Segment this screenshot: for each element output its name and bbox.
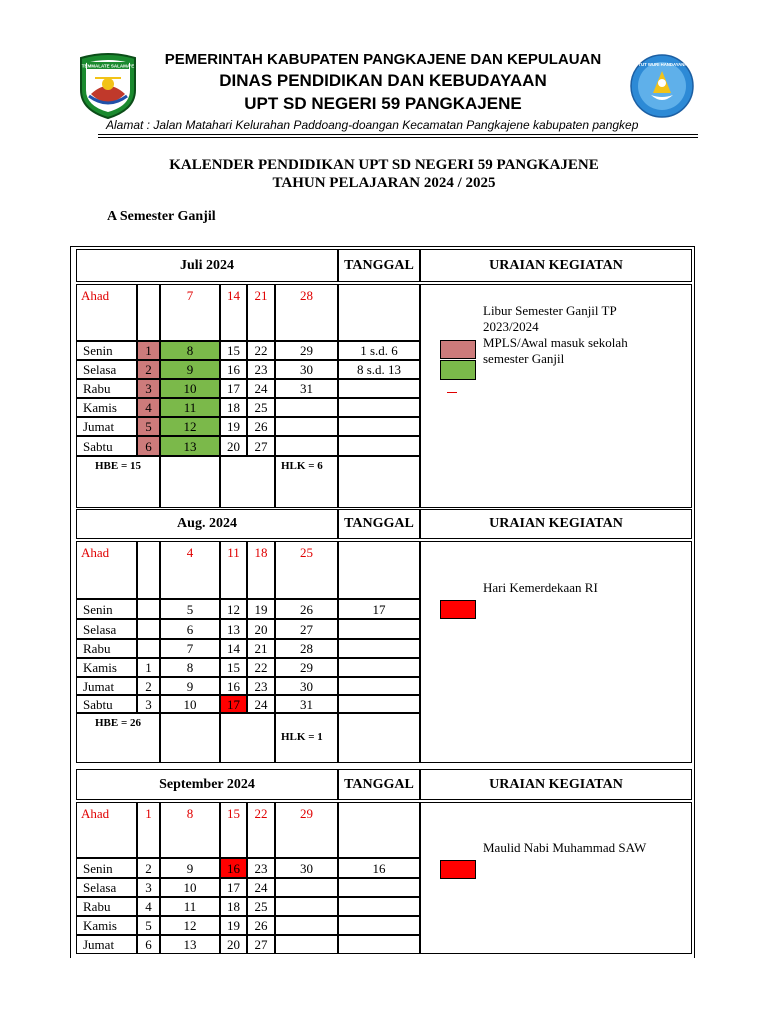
- hlk-summary: HLK = 6: [275, 456, 338, 508]
- day-label: Ahad: [76, 802, 137, 858]
- date-cell: 24: [247, 878, 275, 897]
- date-cell: 8: [160, 802, 220, 858]
- day-label: Selasa: [76, 619, 137, 639]
- uraian-header: URAIAN KEGIATAN: [420, 769, 692, 800]
- regency-emblem-icon: [77, 50, 139, 120]
- date-cell: 27: [275, 619, 338, 639]
- date-cell: 13: [160, 935, 220, 954]
- letterhead: [0, 0, 768, 140]
- tut-wuri-handayani-motto: TUT WURI HANDAYANI: [638, 62, 686, 67]
- tanggal-cell: 8 s.d. 13: [338, 360, 420, 379]
- date-cell: [137, 619, 160, 639]
- day-label: Kamis: [76, 916, 137, 935]
- date-cell: [275, 897, 338, 916]
- tanggal-cell: 17: [338, 599, 420, 619]
- date-cell: 30: [275, 360, 338, 379]
- date-cell: 22: [247, 658, 275, 677]
- tanggal-cell: [338, 658, 420, 677]
- month-title: September 2024: [76, 769, 338, 800]
- tanggal-cell: [338, 713, 420, 763]
- date-cell: [137, 284, 160, 341]
- footer-cell: [160, 713, 220, 763]
- date-cell: 15: [220, 341, 247, 360]
- date-cell: 16: [220, 858, 247, 878]
- kegiatan-note: MPLS/Awal masuk sekolah semester Ganjil: [483, 335, 628, 366]
- tanggal-header: TANGGAL: [338, 769, 420, 800]
- day-label: Sabtu: [76, 436, 137, 456]
- date-cell: 12: [160, 916, 220, 935]
- date-cell: [275, 916, 338, 935]
- date-cell: 22: [247, 341, 275, 360]
- date-cell: 10: [160, 878, 220, 897]
- date-cell: 15: [220, 802, 247, 858]
- date-cell: 7: [160, 284, 220, 341]
- document-title: KALENDER PENDIDIKAN UPT SD NEGERI 59 PANGKAJENE: [169, 157, 599, 173]
- date-cell: 20: [247, 619, 275, 639]
- date-cell: 31: [275, 379, 338, 398]
- legend-swatch-kemerdekaan: [440, 600, 476, 619]
- document-subtitle: TAHUN PELAJARAN 2024 / 2025: [272, 175, 496, 191]
- date-cell: 11: [160, 398, 220, 417]
- date-cell: [275, 935, 338, 954]
- day-label: Jumat: [76, 677, 137, 695]
- day-label: Kamis: [76, 398, 137, 417]
- date-cell: 25: [247, 398, 275, 417]
- tanggal-cell: 16: [338, 858, 420, 878]
- hlk-summary: HLK = 1: [275, 713, 338, 763]
- date-cell: 24: [247, 695, 275, 713]
- day-label: Rabu: [76, 639, 137, 658]
- date-cell: 6: [137, 935, 160, 954]
- date-cell: 27: [247, 436, 275, 456]
- day-label: Jumat: [76, 417, 137, 436]
- date-cell: 9: [160, 360, 220, 379]
- header-government: PEMERINTAH KABUPATEN PANGKAJENE DAN KEPULAUAN: [164, 51, 602, 68]
- date-cell: 23: [247, 677, 275, 695]
- date-cell: 19: [220, 417, 247, 436]
- date-cell: 8: [160, 658, 220, 677]
- date-cell: [275, 436, 338, 456]
- day-label: Ahad: [76, 284, 137, 341]
- date-cell: 8: [160, 341, 220, 360]
- date-cell: 17: [220, 878, 247, 897]
- date-cell: [275, 398, 338, 417]
- date-cell: 16: [220, 360, 247, 379]
- day-label: Jumat: [76, 935, 137, 954]
- date-cell: 26: [247, 417, 275, 436]
- date-cell: 4: [137, 398, 160, 417]
- date-cell: 1: [137, 341, 160, 360]
- day-label: Senin: [76, 858, 137, 878]
- date-cell: 7: [160, 639, 220, 658]
- tanggal-cell: [338, 417, 420, 436]
- date-cell: 18: [220, 897, 247, 916]
- date-cell: 14: [220, 284, 247, 341]
- date-cell: 13: [160, 436, 220, 456]
- date-cell: 5: [137, 417, 160, 436]
- header-address: Alamat : Jalan Matahari Kelurahan Paddoang-doangan Kecamatan Pangkajene kabupaten pangkep: [106, 118, 639, 132]
- date-cell: 29: [275, 658, 338, 677]
- day-label: Ahad: [76, 541, 137, 599]
- footer-cell: [220, 456, 275, 508]
- date-cell: [137, 599, 160, 619]
- tanggal-cell: [338, 897, 420, 916]
- header-rule-thin: [98, 137, 698, 138]
- date-cell: 31: [275, 695, 338, 713]
- date-cell: 9: [160, 677, 220, 695]
- tanggal-cell: [338, 619, 420, 639]
- tanggal-cell: [338, 379, 420, 398]
- date-cell: 23: [247, 360, 275, 379]
- date-cell: 13: [220, 619, 247, 639]
- day-label: Senin: [76, 341, 137, 360]
- date-cell: [137, 541, 160, 599]
- tanggal-cell: [338, 695, 420, 713]
- kegiatan-note: Maulid Nabi Muhammad SAW: [483, 840, 647, 855]
- date-cell: 12: [220, 599, 247, 619]
- date-cell: 17: [220, 695, 247, 713]
- date-cell: 15: [220, 658, 247, 677]
- tanggal-cell: [338, 541, 420, 599]
- date-cell: 29: [275, 802, 338, 858]
- legend-swatch-maulid: [440, 860, 476, 879]
- tanggal-cell: [338, 639, 420, 658]
- date-cell: 12: [160, 417, 220, 436]
- tanggal-cell: [338, 935, 420, 954]
- date-cell: 21: [247, 284, 275, 341]
- tanggal-cell: [338, 677, 420, 695]
- tanggal-cell: [338, 436, 420, 456]
- date-cell: 28: [275, 639, 338, 658]
- date-cell: 16: [220, 677, 247, 695]
- date-cell: [137, 639, 160, 658]
- date-cell: 20: [220, 436, 247, 456]
- date-cell: 11: [220, 541, 247, 599]
- day-label: Selasa: [76, 878, 137, 897]
- legend-swatch-mpls: [440, 360, 476, 380]
- semester-label: A Semester Ganjil: [107, 209, 216, 224]
- day-label: Rabu: [76, 897, 137, 916]
- hbe-summary: HBE = 26: [76, 713, 160, 763]
- tanggal-cell: [338, 878, 420, 897]
- regency-emblem-motto: TEMMALATE SALAMA'E: [81, 63, 135, 69]
- date-cell: 5: [160, 599, 220, 619]
- date-cell: 11: [160, 897, 220, 916]
- date-cell: 26: [275, 599, 338, 619]
- month-title: Aug. 2024: [76, 509, 338, 539]
- date-cell: 3: [137, 878, 160, 897]
- date-cell: 9: [160, 858, 220, 878]
- date-cell: 4: [137, 897, 160, 916]
- date-cell: [275, 878, 338, 897]
- uraian-cell: [420, 541, 692, 763]
- date-cell: 14: [220, 639, 247, 658]
- date-cell: 1: [137, 658, 160, 677]
- date-cell: 10: [160, 379, 220, 398]
- date-cell: 30: [275, 677, 338, 695]
- hbe-summary: HBE = 15: [76, 456, 160, 508]
- date-cell: 1: [137, 802, 160, 858]
- day-label: Kamis: [76, 658, 137, 677]
- date-cell: 6: [137, 436, 160, 456]
- legend-marker: [447, 392, 457, 393]
- date-cell: 26: [247, 916, 275, 935]
- legend-swatch-libur: [440, 340, 476, 359]
- date-cell: 27: [247, 935, 275, 954]
- date-cell: 24: [247, 379, 275, 398]
- date-cell: 30: [275, 858, 338, 878]
- date-cell: 2: [137, 677, 160, 695]
- date-cell: 18: [220, 398, 247, 417]
- date-cell: 2: [137, 360, 160, 379]
- date-cell: 28: [275, 284, 338, 341]
- date-cell: [275, 417, 338, 436]
- header-department: DINAS PENDIDIKAN DAN KEBUDAYAAN: [219, 71, 547, 90]
- uraian-header: URAIAN KEGIATAN: [420, 249, 692, 282]
- date-cell: 25: [275, 541, 338, 599]
- date-cell: 23: [247, 858, 275, 878]
- tanggal-cell: [338, 456, 420, 508]
- date-cell: 21: [247, 639, 275, 658]
- day-label: Senin: [76, 599, 137, 619]
- kegiatan-note: Libur Semester Ganjil TP 2023/2024: [483, 303, 617, 334]
- date-cell: 4: [160, 541, 220, 599]
- tanggal-cell: [338, 802, 420, 858]
- tanggal-cell: [338, 916, 420, 935]
- date-cell: 3: [137, 695, 160, 713]
- date-cell: 29: [275, 341, 338, 360]
- date-cell: 10: [160, 695, 220, 713]
- date-cell: 20: [220, 935, 247, 954]
- footer-cell: [160, 456, 220, 508]
- date-cell: 17: [220, 379, 247, 398]
- date-cell: 3: [137, 379, 160, 398]
- footer-cell: [220, 713, 275, 763]
- date-cell: 18: [247, 541, 275, 599]
- uraian-header: URAIAN KEGIATAN: [420, 509, 692, 539]
- tut-wuri-handayani-icon: [629, 53, 695, 119]
- month-title: Juli 2024: [76, 249, 338, 282]
- day-label: Selasa: [76, 360, 137, 379]
- header-rule: [98, 134, 698, 135]
- tanggal-header: TANGGAL: [338, 249, 420, 282]
- date-cell: 5: [137, 916, 160, 935]
- tanggal-cell: [338, 284, 420, 341]
- tanggal-cell: 1 s.d. 6: [338, 341, 420, 360]
- date-cell: 22: [247, 802, 275, 858]
- date-cell: 6: [160, 619, 220, 639]
- tanggal-header: TANGGAL: [338, 509, 420, 539]
- date-cell: 19: [220, 916, 247, 935]
- header-school: UPT SD NEGERI 59 PANGKAJENE: [244, 94, 522, 113]
- kegiatan-note: Hari Kemerdekaan RI: [483, 580, 598, 595]
- tanggal-cell: [338, 398, 420, 417]
- date-cell: 25: [247, 897, 275, 916]
- date-cell: 19: [247, 599, 275, 619]
- date-cell: 2: [137, 858, 160, 878]
- day-label: Rabu: [76, 379, 137, 398]
- day-label: Sabtu: [76, 695, 137, 713]
